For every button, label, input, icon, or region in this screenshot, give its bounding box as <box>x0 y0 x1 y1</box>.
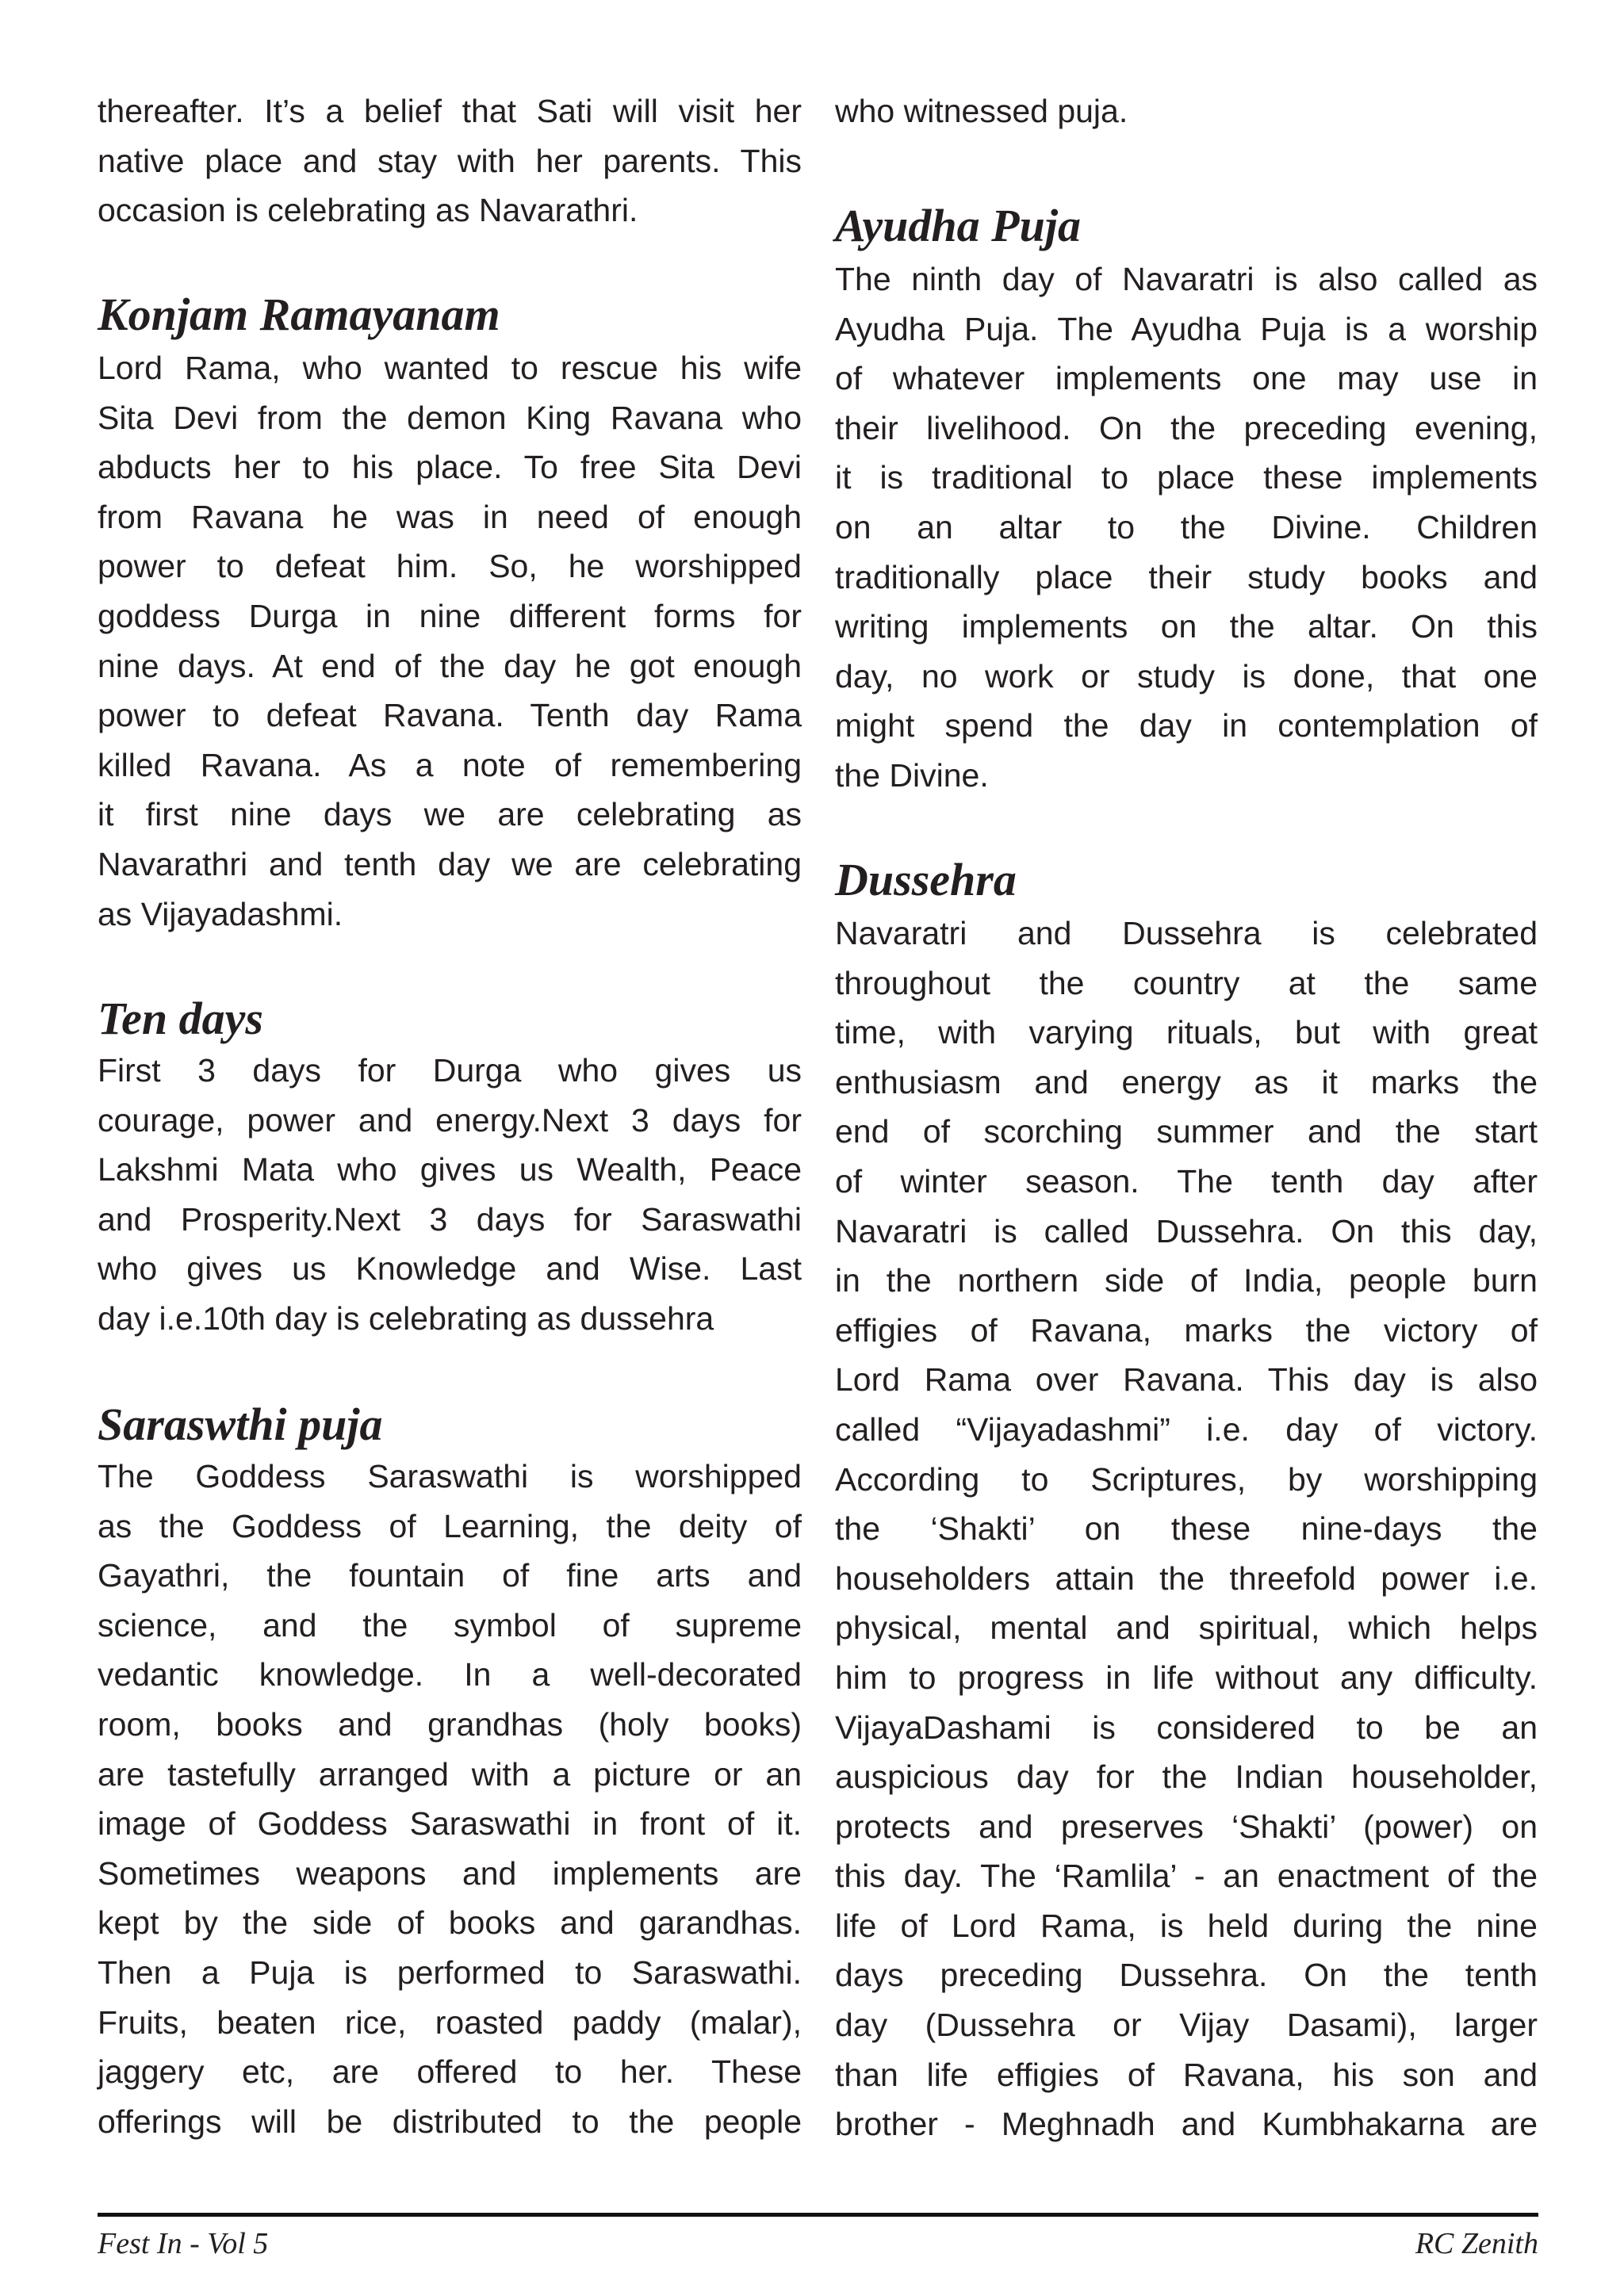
text-line: goddess Durga in nine different forms for <box>98 597 802 634</box>
text-line: room, books and grandhas (holy books) <box>98 1705 802 1743</box>
paragraph-dussehra <box>835 909 1538 2149</box>
text-line: the Divine. <box>835 756 989 794</box>
text-line: occasion is celebrating as Navarathri. <box>98 192 638 229</box>
paragraph-konjam-ramayanam <box>98 343 802 939</box>
text-line: and Prosperity.Next 3 days for Saraswathi <box>98 1200 802 1238</box>
text-line: are tastefully arranged with a picture or an <box>98 1755 802 1793</box>
paragraph-ten-days <box>98 1046 802 1344</box>
text-line: effigies of Ravana, marks the victory of <box>835 1311 1538 1349</box>
text-line: kept by the side of books and garandhas. <box>98 1904 802 1942</box>
paragraph-saraswthi-puja <box>98 1452 802 2146</box>
text-line: householders attain the threefold power i.e. <box>835 1559 1538 1597</box>
text-line: it is traditional to place these implements <box>835 459 1538 496</box>
text-line: Navaratri is called Dussehra. On this day, <box>835 1212 1538 1249</box>
text-line: thereafter. It’s a belief that Sati will visit her <box>98 93 802 129</box>
text-line: Navaratri and Dussehra is celebrated <box>835 915 1538 951</box>
text-line: nine days. At end of the day he got enough <box>98 647 802 684</box>
text-line: called “Vijayadashmi” i.e. day of victory. <box>835 1410 1538 1448</box>
text-line: native place and stay with her parents. This <box>98 142 802 179</box>
text-line: who gives us Knowledge and Wise. Last <box>98 1250 802 1288</box>
text-line: killed Ravana. As a note of remembering <box>98 746 802 783</box>
footer-publication: Fest In - Vol 5 <box>98 2227 269 2260</box>
text-line: physical, mental and spiritual, which helps <box>835 1609 1538 1647</box>
text-line: Sometimes weapons and implements are <box>98 1854 802 1892</box>
text-line: their livelihood. On the preceding evening, <box>835 409 1538 446</box>
paragraph-ayudha-puja <box>835 254 1538 801</box>
text-line: traditionally place their study books and <box>835 558 1538 595</box>
text-line: Lord Rama, who wanted to rescue his wife <box>98 350 802 386</box>
text-line: of whatever implements one may use in <box>835 360 1538 397</box>
text-line: of winter season. The tenth day after <box>835 1162 1538 1200</box>
text-line: day, no work or study is done, that one <box>835 657 1538 695</box>
text-line: Gayathri, the fountain of fine arts and <box>98 1557 802 1594</box>
text-line: as Vijayadashmi. <box>98 895 343 932</box>
text-line: brother - Meghnadh and Kumbhakarna are <box>835 2106 1538 2143</box>
text-line: day (Dussehra or Vijay Dasami), larger <box>835 2007 1538 2044</box>
text-line: image of Goddess Saraswathi in front of it. <box>98 1805 802 1843</box>
text-line: on an altar to the Divine. Children <box>835 508 1538 545</box>
text-line: Lakshmi Mata who gives us Wealth, Peace <box>98 1151 802 1188</box>
text-line: life of Lord Rama, is held during the nine <box>835 1907 1538 1944</box>
text-line: might spend the day in contemplation of <box>835 707 1538 744</box>
text-line: offerings will be distributed to the people <box>98 2103 802 2140</box>
text-line: as the Goddess of Learning, the deity of <box>98 1507 802 1544</box>
text-line: this day. The ‘Ramlila’ - an enactment of the <box>835 1858 1538 1895</box>
text-line: writing implements on the altar. On this <box>835 608 1538 645</box>
text-line: Sita Devi from the demon King Ravana who <box>98 399 802 436</box>
text-line: vedantic knowledge. In a well-decorated <box>98 1656 802 1693</box>
text-line: power to defeat him. So, he worshipped <box>98 548 802 585</box>
text-line: Navarathri and tenth day we are celebrating <box>98 845 802 882</box>
text-line: Ayudha Puja. The Ayudha Puja is a worship <box>835 310 1538 347</box>
text-line: in the northern side of India, people burn <box>835 1262 1538 1299</box>
text-line: Fruits, beaten rice, roasted paddy (malar), <box>98 2003 802 2041</box>
text-line: Then a Puja is performed to Saraswathi. <box>98 1954 802 1991</box>
text-line: jaggery etc, are offered to her. These <box>98 2053 802 2091</box>
section-heading-saraswthi-puja: Saraswthi puja <box>98 1399 383 1450</box>
text-line: power to defeat Ravana. Tenth day Rama <box>98 697 802 734</box>
text-line: day i.e.10th day is celebrating as dussehra <box>98 1299 714 1337</box>
text-line: The ninth day of Navaratri is also called as <box>835 261 1538 297</box>
text-line: the ‘Shakti’ on these nine-days the <box>835 1510 1538 1548</box>
intro-paragraph <box>835 86 1538 136</box>
section-heading-dussehra: Dussehra <box>835 854 1017 905</box>
text-line: it first nine days we are celebrating as <box>98 796 802 833</box>
text-line: protects and preserves ‘Shakti’ (power) on <box>835 1808 1538 1845</box>
section-heading-ten-days: Ten days <box>98 993 263 1044</box>
text-line: from Ravana he was in need of enough <box>98 498 802 535</box>
text-line: who witnessed puja. <box>835 93 1128 129</box>
text-line: enthusiasm and energy as it marks the <box>835 1063 1538 1100</box>
text-line: him to progress in life without any difficulty. <box>835 1659 1538 1696</box>
section-heading-ayudha-puja: Ayudha Puja <box>835 200 1081 251</box>
text-line: abducts her to his place. To free Sita Devi <box>98 449 802 486</box>
text-line: throughout the country at the same <box>835 964 1538 1001</box>
text-line: auspicious day for the Indian householder, <box>835 1758 1538 1796</box>
text-line: First 3 days for Durga who gives us <box>98 1052 802 1089</box>
text-line: end of scorching summer and the start <box>835 1113 1538 1150</box>
text-line: According to Scriptures, by worshipping <box>835 1460 1538 1498</box>
footer-publisher: RC Zenith <box>1415 2227 1538 2260</box>
text-line: days preceding Dussehra. On the tenth <box>835 1957 1538 1994</box>
section-heading-konjam-ramayanam: Konjam Ramayanam <box>98 289 500 340</box>
text-line: than life effigies of Ravana, his son and <box>835 2056 1538 2093</box>
text-line: Lord Rama over Ravana. This day is also <box>835 1361 1538 1399</box>
text-line: VijayaDashami is considered to be an <box>835 1709 1538 1746</box>
footer-rule <box>98 2213 1538 2217</box>
intro-paragraph <box>98 86 802 235</box>
text-line: time, with varying rituals, but with great <box>835 1014 1538 1051</box>
text-line: courage, power and energy.Next 3 days for <box>98 1101 802 1138</box>
text-line: The Goddess Saraswathi is worshipped <box>98 1458 802 1494</box>
text-line: science, and the symbol of supreme <box>98 1606 802 1644</box>
